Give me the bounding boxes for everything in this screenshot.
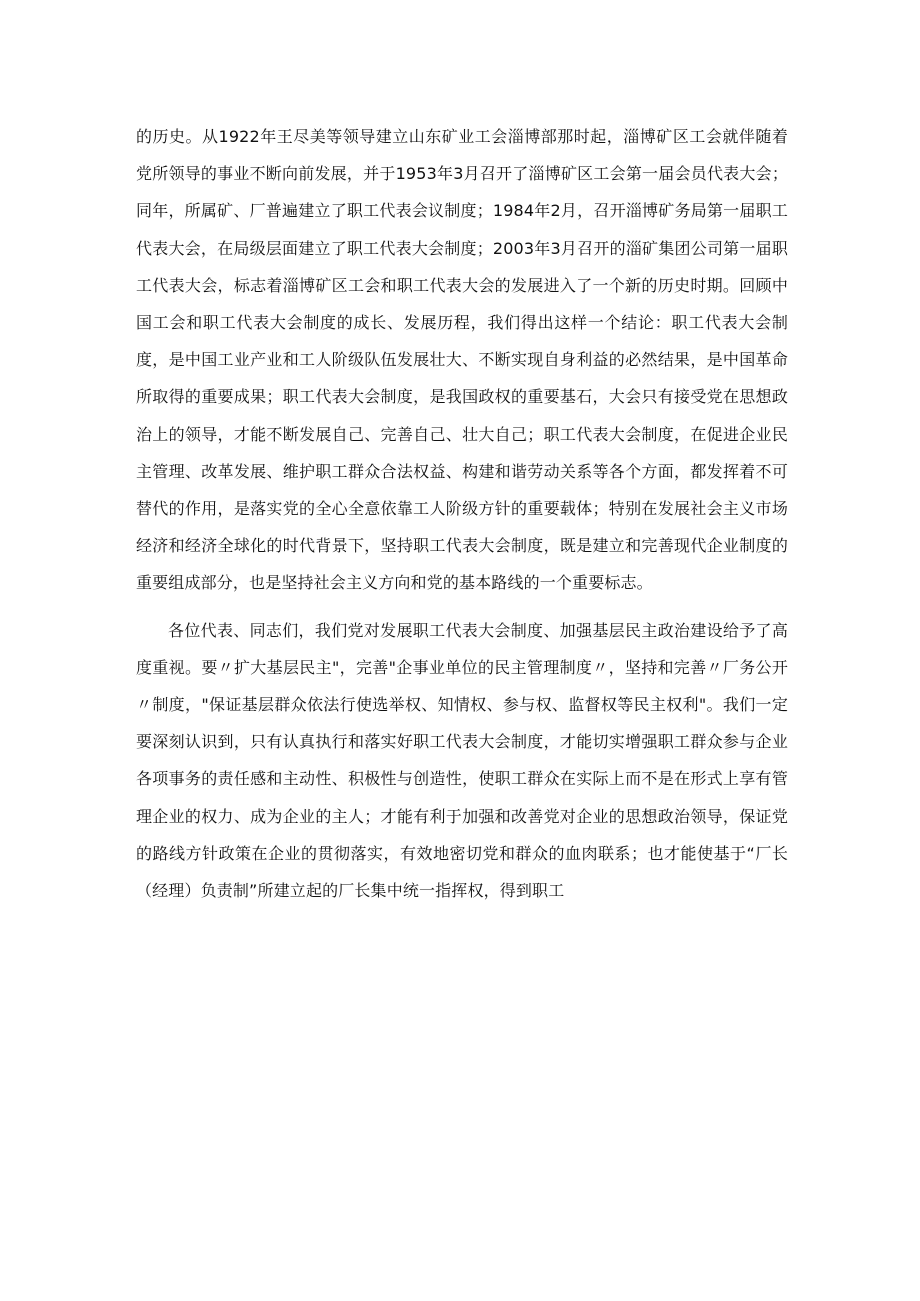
document-body bbox=[136, 118, 788, 909]
paragraph-history: 的历史。从1922年王尽美等领导建立山东矿业工会淄博部那时起，淄博矿区工会就伴随着党所领导的事业不断向前发展，并于1953年3月召开了淄博矿区工会第一届会员代表大会；同年，所属矿、厂普遍建立了职工代表会议制度；1984年2月，召开淄博矿务局第一届职工代表大会，在局级层面建立了职工代表大会制度；2003年3月召开的淄矿集团公司第一届职工代表大会，标志着淄博矿区工会和职工代表大会的发展进入了一个新的历史时期。回顾中国工会和职工代表大会制度的成长、发展历程，我们得出这样一个结论：职工代表大会制度，是中国工业产业和工人阶级队伍发展壮大、不断实现自身利益的必然结果，是中国革命所取得的重要成果；职工代表大会制度，是我国政权的重要基石，大会只有接受党在思想政治上的领导，才能不断发展自己、完善自己、壮大自己；职工代表大会制度，在促进企业民主管理、改革发展、维护职工群众合法权益、构建和谐劳动关系等各个方面，都发挥着不可替代的作用，是落实党的全心全意依靠工人阶级方针的重要载体；特别在发展社会主义市场经济和经济全球化的时代背景下，坚持职工代表大会制度，既是建立和完善现代企业制度的重要组成部分，也是坚持社会主义方向和党的基本路线的一个重要标志。 bbox=[136, 127, 788, 593]
paragraph-democracy: 各位代表、同志们，我们党对发展职工代表大会制度、加强基层民主政治建设给予了高度重视。要〃扩大基层民主"，完善"企事业单位的民主管理制度〃，坚持和完善〃厂务公开〃制度，"保证基层群众依法行使选举权、知情权、参与权、监督权等民主权利"。我们一定要深刻认识到，只有认真执行和落实好职工代表大会制度，才能切实增强职工群众参与企业各项事务的责任感和主动性、积极性与创造性，使职工群众在实际上而不是在形式上享有管理企业的权力、成为企业的主人；才能有利于加强和改善党对企业的思想政治领导，保证党的路线方针政策在企业的贯彻落实，有效地密切党和群众的血肉联系；也才能使基于“厂长（经理）负责制”所建立起的厂长集中统一指挥权，得到职工 bbox=[136, 620, 788, 901]
